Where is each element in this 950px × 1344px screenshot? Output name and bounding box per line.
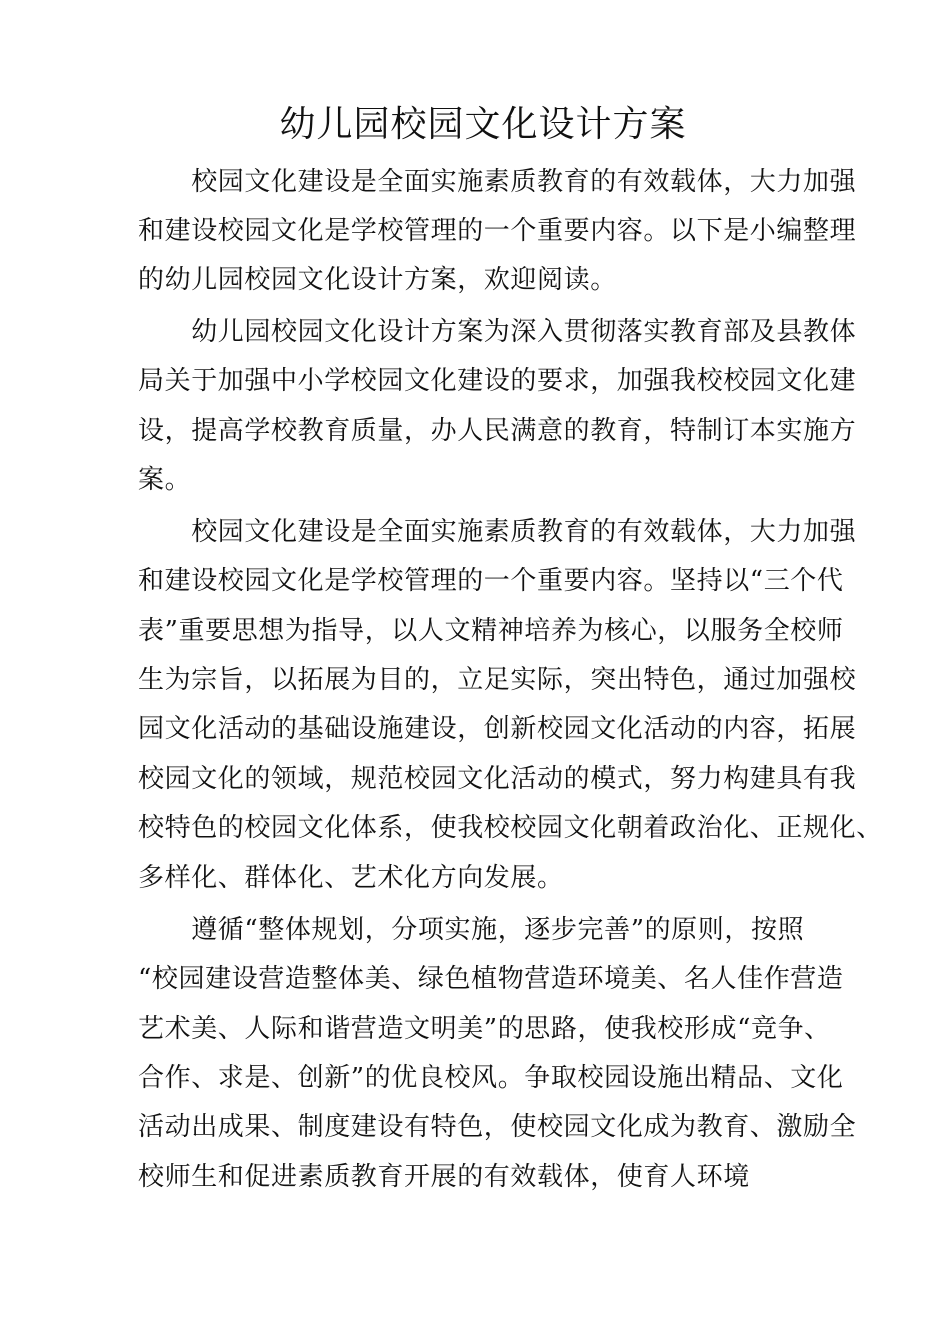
body-line: 校园文化的领域，规范校园文化活动的模式，努力构建具有我 xyxy=(138,764,857,794)
body-line: 和建设校园文化是学校管理的一个重要内容。坚持以“三个代 xyxy=(138,566,844,596)
body-line: 多样化、群体化、艺术化方向发展。 xyxy=(138,863,564,893)
document-title: 幼儿园校园文化设计方案 xyxy=(279,104,687,145)
body-line: 设，提高学校教育质量，办人民满意的教育，特制订本实施方 xyxy=(138,416,857,446)
body-line: 校师生和促进素质教育开展的有效载体，使育人环境 xyxy=(138,1162,750,1192)
body-line: 遵循“整体规划，分项实施，逐步完善”的原则，按照 xyxy=(138,915,805,945)
body-line: 局关于加强中小学校园文化建设的要求，加强我校校园文化建 xyxy=(138,366,857,396)
body-line: 园文化活动的基础设施建设，创新校园文化活动的内容，拓展 xyxy=(138,714,857,744)
body-line: 表”重要思想为指导，以人文精神培养为核心，以服务全校师 xyxy=(138,616,844,646)
body-line: 合作、求是、创新”的优良校风。争取校园设施出精品、文化 xyxy=(138,1063,844,1093)
body-line: 校园文化建设是全面实施素质教育的有效载体，大力加强 xyxy=(138,167,857,197)
body-line: 幼儿园校园文化设计方案为深入贯彻落实教育部及县教体 xyxy=(138,317,857,347)
body-line: 活动出成果、制度建设有特色，使校园文化成为教育、激励全 xyxy=(138,1112,857,1142)
body-line: 艺术美、人际和谐营造文明美”的思路，使我校形成“竞争、 xyxy=(138,1014,831,1044)
body-line: 案。 xyxy=(138,465,192,495)
body-line: “校园建设营造整体美、绿色植物营造环境美、名人佳作营造 xyxy=(138,964,844,994)
body-line: 的幼儿园校园文化设计方案，欢迎阅读。 xyxy=(138,265,617,295)
body-line: 生为宗旨，以拓展为目的，立足实际，突出特色，通过加强校 xyxy=(138,665,857,695)
body-line: 校园文化建设是全面实施素质教育的有效载体，大力加强 xyxy=(138,517,857,547)
body-line: 和建设校园文化是学校管理的一个重要内容。以下是小编整理 xyxy=(138,216,857,246)
body-line: 校特色的校园文化体系，使我校校园文化朝着政治化、正规化、 xyxy=(138,813,883,843)
